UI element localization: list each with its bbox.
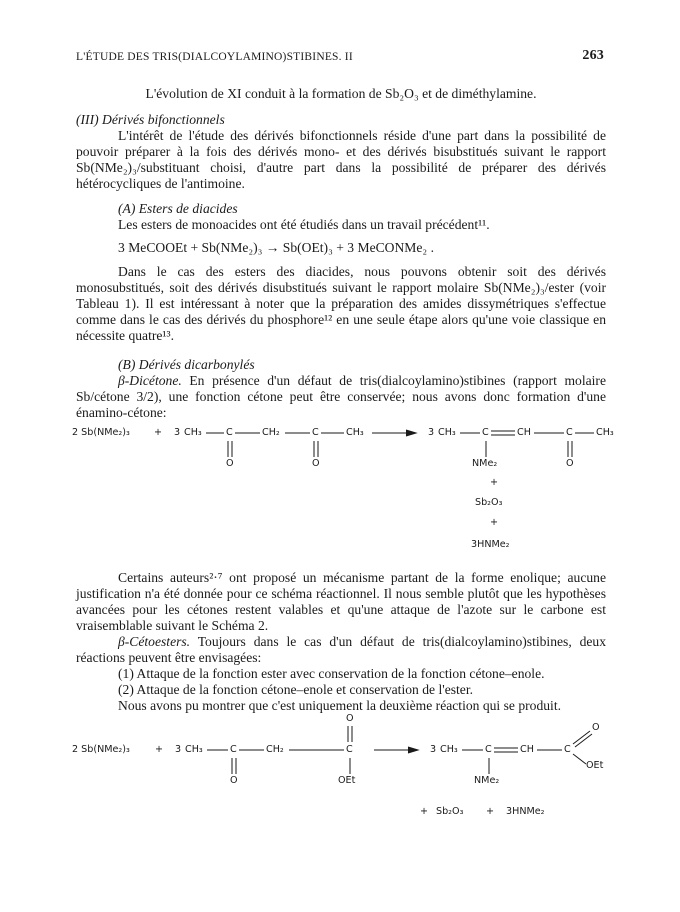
s1-reagent-stibine: 2 Sb(NMe₂)₃ [72, 427, 130, 438]
s1-plus: + [154, 427, 163, 438]
s2-ketone-oxygen: O [230, 775, 238, 786]
s2-byproduct-dimethylamine: 3HNMe₂ [506, 806, 545, 817]
s2-plus: + [155, 744, 164, 755]
conclusion-paragraph: Nous avons pu montrer que c'est uniquement la deuxième réaction qui se produit. [118, 698, 561, 713]
section-b-heading: (B) Dérivés dicarbonylés [118, 357, 255, 372]
s1-plus-2: + [490, 477, 499, 488]
beta-ketoester-label: β-Cétoesters. [118, 634, 191, 649]
section-b-paragraph [76, 373, 606, 421]
s1-product-enamine-carbon: C [482, 427, 489, 438]
beta-diketone-label: β-Dicétone. [118, 373, 182, 388]
beta-diketone-text: En présence d'un défaut de tris(dialcoylamino)stibines (rapport molaire Sb/cétone 3/2), une fonction cétone peut être conservée; nous avons donc formation d'une énamino-cétone: [76, 373, 606, 420]
s1-carbonyl-carbon-2: C [312, 427, 319, 438]
s2-product-nme2: NMe₂ [474, 775, 500, 786]
s1-product-ch3-left: CH₃ [438, 427, 456, 438]
section-a-heading: (A) Esters de diacides [118, 201, 238, 216]
s1-oxygen-2: O [312, 458, 320, 469]
s2-product-ch3: CH₃ [440, 744, 458, 755]
s2-product-ester-carbon: C [564, 744, 571, 755]
s1-carbonyl-carbon-1: C [226, 427, 233, 438]
s1-product-nme2: NMe₂ [472, 458, 498, 469]
s2-product-ethoxy: OEt [586, 760, 604, 771]
s1-product-oxygen: O [566, 458, 574, 469]
s1-product-ch3-right: CH₃ [596, 427, 614, 438]
s1-ch2: CH₂ [262, 427, 280, 438]
s2-carbonyl-carbon-1: C [230, 744, 237, 755]
page-number: 263 [582, 48, 604, 63]
s1-byproduct-dimethylamine: 3HNMe₂ [471, 539, 510, 550]
s2-ch3: CH₃ [185, 744, 203, 755]
s2-product-ester-oxygen: O [592, 722, 600, 733]
s2-plus-2: + [420, 806, 429, 817]
s2-reagent-stibine: 2 Sb(NMe₂)₃ [72, 744, 130, 755]
s1-oxygen-1: O [226, 458, 234, 469]
s1-product-ch: CH [517, 427, 531, 438]
beta-ketoester-paragraph [76, 634, 606, 666]
section-iii-heading: (III) Dérivés bifonctionnels [76, 112, 225, 127]
s2-ester-oxygen: O [346, 713, 354, 724]
s2-byproduct-sb2o3: Sb₂O₃ [436, 806, 464, 817]
s1-coefficient: 3 [174, 427, 181, 438]
s2-product-ch: CH [520, 744, 534, 755]
reaction-option-1: (1) Attaque de la fonction ester avec conservation de la fonction cétone–enole. [118, 666, 545, 681]
running-head [76, 48, 604, 68]
section-a-intro: Les esters de monoacides ont été étudiés dans un travail précédent¹¹. [118, 217, 490, 232]
intro-sentence: L'évolution de XI conduit à la formation de Sb₂O₃ et de diméthylamine. [145, 86, 537, 101]
s2-plus-3: + [486, 806, 495, 817]
s1-ch3-right: CH₃ [346, 427, 364, 438]
beta-ketoester-text: Toujours dans le cas d'un défaut de tris(dialcoylamino)stibines, deux réactions peuvent être envisagées: [76, 634, 606, 665]
s2-product-enamine-carbon: C [485, 744, 492, 755]
s1-plus-3: + [490, 517, 499, 528]
section-iii-paragraph: L'intérêt de l'étude des dérivés bifonctionnels réside d'une part dans la possibilité de pouvoir préparer à la fois des dérivés mono- et des dérivés bisubstitués suivant le rapport Sb(NMe₂)₃/substituant choisi, d'autre part dans la possibilité de préparer des dérivés hétérocycliques de l'antimoine. [76, 128, 606, 191]
section-a-paragraph: Dans le cas des esters des diacides, nous pouvons obtenir soit des dérivés monosubstitués, soit des dérivés disubstitués suivant le rapport molaire Sb(NMe₂)₃/ester (voir Tableau 1). Il est intéressant à noter que la préparation des amides dissymétriques s'effectue comme dans le cas des dérivés du phosphore¹² en une seule étape alors qu'une voie classique en nécessite quatre¹³. [76, 264, 606, 343]
reaction-option-2: (2) Attaque de la fonction cétone–enole et conservation de l'ester. [118, 682, 473, 697]
section-a-equation: 3 MeCOOEt + Sb(NMe₂)₃ → Sb(OEt)₃ + 3 MeCONMe₂ . [118, 240, 434, 255]
s1-product-carbonyl-carbon: C [566, 427, 573, 438]
mechanism-paragraph: Certains auteurs²·⁷ ont proposé un mécanisme partant de la forme enolique; aucune justification n'a été donnée pour ce schéma réactionnel. Il nous semble plutôt que les hypothèses avancées pour les cétones restent valables et qu'une attaque de l'azote sur le carbone est vraisemblable suivant le Schéma 2. [76, 570, 606, 633]
s1-product-coefficient: 3 [428, 427, 435, 438]
s2-ethoxy: OEt [338, 775, 356, 786]
s2-ch2: CH₂ [266, 744, 284, 755]
running-title: L'ÉTUDE DES TRIS(DIALCOYLAMINO)STIBINES. II [76, 51, 353, 63]
s1-ch3-left: CH₃ [184, 427, 202, 438]
s2-product-coefficient: 3 [430, 744, 437, 755]
s1-byproduct-sb2o3: Sb₂O₃ [475, 497, 503, 508]
s2-coefficient: 3 [175, 744, 182, 755]
s2-ester-carbon: C [346, 744, 353, 755]
